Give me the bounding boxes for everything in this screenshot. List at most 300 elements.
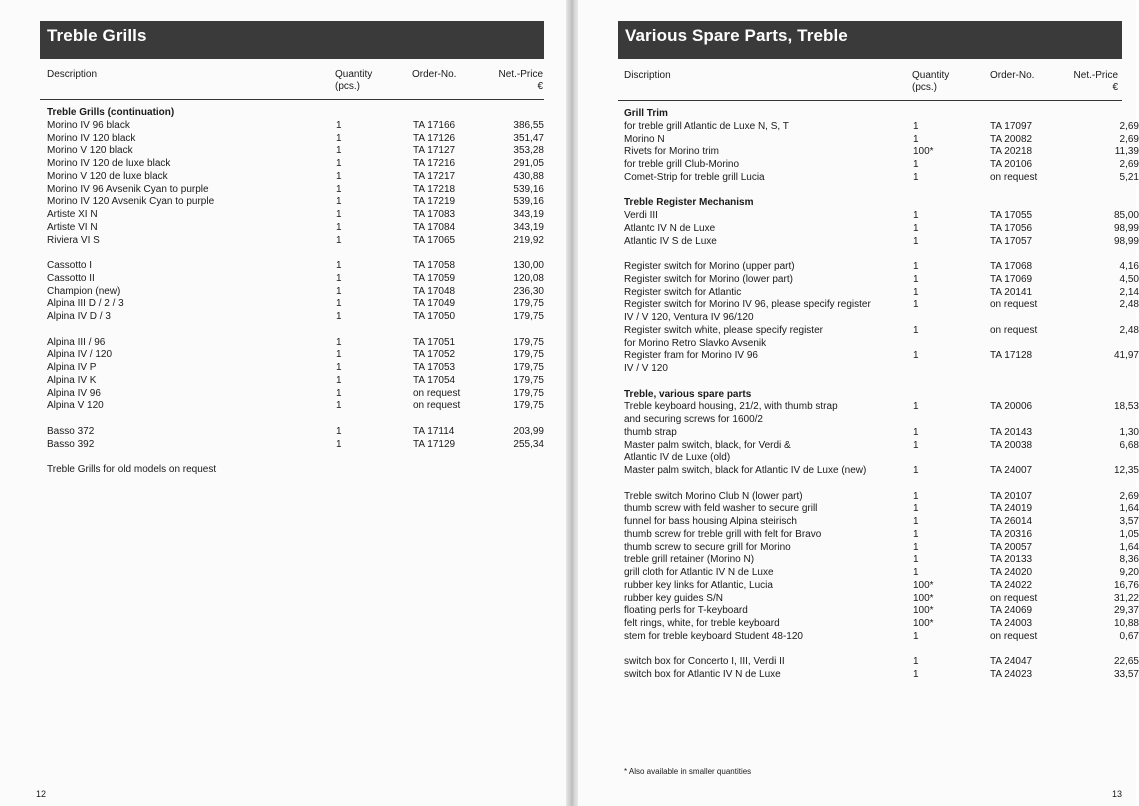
table-row	[624, 133, 1139, 146]
item-price: 12,35	[1113, 465, 1139, 476]
item-order-number: on request	[990, 630, 1038, 642]
table-row	[624, 630, 1139, 643]
table-row	[624, 222, 1139, 235]
right-banner-title: Various Spare Parts, Treble	[618, 21, 1122, 59]
item-description: funnel for bass housing Alpina steirisch	[624, 516, 797, 527]
item-order-number: TA 17083	[413, 209, 456, 220]
table-row	[624, 413, 1139, 426]
item-price: 179,75	[513, 362, 544, 373]
item-order-number: on request	[413, 387, 461, 399]
item-order-number: TA 17218	[413, 183, 456, 195]
item-quantity: 1	[336, 196, 342, 208]
item-quantity: 1	[913, 541, 919, 553]
item-description: rubber key guides S/N	[624, 592, 723, 604]
item-description: Artiste VI N	[47, 221, 98, 233]
item-description: Verdi III	[624, 210, 658, 221]
table-row	[624, 324, 1139, 337]
item-quantity: 1	[913, 490, 919, 502]
table-row	[624, 209, 1139, 222]
item-order-number: TA 20141	[990, 286, 1033, 298]
item-quantity: 1	[336, 183, 342, 195]
item-description: Morino V 120 black	[47, 145, 133, 157]
item-order-number: TA 17054	[413, 374, 456, 386]
item-description: Alpina IV P	[47, 362, 97, 373]
table-row	[624, 528, 1139, 541]
item-order-number: TA 17056	[990, 222, 1033, 234]
item-quantity: 1	[913, 273, 919, 285]
item-description: Cassotto II	[47, 272, 95, 284]
item-description: stem for treble keyboard Student 48-120	[624, 630, 803, 642]
item-price: 16,76	[1113, 579, 1139, 591]
table-row	[47, 259, 544, 272]
item-price: 130,00	[513, 260, 544, 271]
table-row	[624, 298, 1139, 311]
item-price: 430,88	[513, 170, 544, 182]
item-price: 179,75	[513, 374, 544, 386]
item-description: Champion (new)	[47, 285, 121, 297]
item-price: 31,22	[1113, 592, 1139, 604]
item-order-number: TA 20106	[990, 159, 1033, 170]
item-description: Alpina III D / 2 / 3	[47, 298, 124, 310]
table-row	[47, 438, 544, 451]
item-description: Register switch for Morino (lower part)	[624, 273, 793, 285]
table-row	[624, 337, 1139, 350]
item-order-number: TA 17084	[413, 221, 456, 233]
table-row	[47, 387, 544, 400]
item-quantity: 1	[336, 145, 342, 157]
item-description: grill cloth for Atlantic IV N de Luxe	[624, 567, 774, 578]
item-quantity: 1	[336, 170, 342, 182]
item-description: Atlantic IV de Luxe (old)	[624, 452, 731, 464]
item-description: for treble grill Club-Morino	[624, 159, 740, 170]
item-quantity: 1	[913, 669, 919, 680]
left-header-price: Net.-Price	[498, 69, 543, 80]
table-row	[47, 336, 544, 349]
table-row	[47, 170, 544, 183]
item-description: Morino IV 96 Avsenik Cyan to purple	[47, 183, 209, 195]
item-quantity: 1	[913, 299, 919, 311]
item-quantity: 1	[336, 336, 342, 348]
table-row	[47, 195, 544, 208]
item-price: 2,69	[1119, 120, 1139, 132]
table-row	[47, 348, 544, 361]
item-description: Alpina IV 96	[47, 387, 101, 399]
item-description: Treble, various spare parts	[624, 388, 752, 400]
item-description: Cassotto I	[47, 260, 93, 271]
item-price: 179,75	[513, 349, 544, 361]
item-description: Grill Trim	[624, 108, 668, 119]
item-price: 2,69	[1119, 133, 1139, 145]
item-quantity: 1	[336, 132, 342, 144]
table-row	[624, 668, 1139, 681]
table-row	[47, 132, 544, 145]
table-row	[624, 464, 1139, 477]
item-order-number: TA 24019	[990, 503, 1033, 515]
item-price: 255,34	[513, 438, 544, 450]
item-order-number: TA 24023	[990, 669, 1033, 680]
item-order-number: TA 24022	[990, 579, 1033, 591]
item-description: Treble Register Mechanism	[624, 197, 754, 209]
item-quantity: 1	[913, 210, 919, 221]
item-order-number: TA 17129	[413, 438, 456, 450]
item-price: 10,88	[1113, 618, 1139, 629]
item-description: Atlantic IV S de Luxe	[624, 235, 717, 247]
left-page	[0, 0, 568, 806]
item-order-number: TA 20082	[990, 133, 1033, 145]
item-order-number: TA 20057	[990, 541, 1033, 553]
table-row	[624, 439, 1139, 452]
right-header-price: Net.-Price	[1073, 70, 1118, 81]
item-order-number: TA 20038	[990, 439, 1033, 451]
item-description: Alpina IV / 120	[47, 349, 113, 361]
item-order-number: on request	[413, 400, 461, 412]
item-price: 539,16	[513, 196, 544, 208]
item-price: 1,05	[1119, 528, 1139, 540]
item-description: Artiste XI N	[47, 209, 98, 220]
item-order-number: on request	[990, 299, 1038, 311]
item-price: 219,92	[513, 234, 544, 246]
item-order-number: TA 17166	[413, 119, 456, 131]
item-price: 4,50	[1119, 273, 1139, 285]
table-row	[47, 297, 544, 310]
item-price: 29,37	[1113, 605, 1139, 617]
item-order-number: TA 17050	[413, 311, 456, 322]
table-row	[624, 451, 1139, 464]
item-description: Alpina IV D / 3	[47, 311, 111, 322]
item-quantity: 1	[336, 158, 342, 169]
item-price: 343,19	[513, 221, 544, 233]
item-order-number: TA 24069	[990, 605, 1033, 617]
item-description: Treble Grills (continuation)	[47, 107, 175, 118]
item-quantity: 1	[336, 425, 342, 437]
item-order-number: TA 17128	[990, 350, 1033, 362]
item-order-number: TA 17217	[413, 170, 456, 182]
item-description: floating perls for T-keyboard	[624, 605, 748, 617]
item-quantity: 1	[336, 260, 342, 271]
right-header-rule	[618, 100, 1122, 101]
item-quantity: 1	[913, 439, 919, 451]
item-order-number: on request	[990, 592, 1038, 604]
item-order-number: TA 17068	[990, 261, 1033, 272]
table-row	[624, 120, 1139, 133]
table-row	[47, 285, 544, 298]
item-order-number: TA 17048	[413, 285, 456, 297]
left-header-order: Order-No.	[412, 69, 457, 80]
table-row	[624, 566, 1139, 579]
item-quantity: 1	[913, 426, 919, 438]
item-description: Alpina III / 96	[47, 336, 106, 348]
item-quantity: 1	[336, 285, 342, 297]
item-description: Register switch for Morino (upper part)	[624, 261, 795, 272]
item-price: 9,20	[1119, 567, 1139, 578]
item-quantity: 1	[913, 350, 919, 362]
table-row	[624, 655, 1139, 668]
item-order-number: TA 20316	[990, 528, 1033, 540]
item-order-number: TA 17097	[990, 120, 1033, 132]
table-row	[624, 502, 1139, 515]
item-order-number: TA 20218	[990, 146, 1033, 158]
item-order-number: TA 17058	[413, 260, 456, 271]
item-quantity: 1	[336, 362, 342, 373]
item-price: 18,53	[1113, 401, 1139, 413]
item-quantity: 1	[336, 438, 342, 450]
item-quantity: 1	[913, 465, 919, 476]
item-description: for Morino Retro Slavko Avsenik	[624, 337, 767, 349]
item-description: Treble keyboard housing, 21/2, with thumb strap	[624, 401, 838, 413]
item-order-number: TA 17049	[413, 298, 456, 310]
item-price: 22,65	[1113, 656, 1139, 668]
item-price: 1,64	[1119, 541, 1139, 553]
right-header-quantity: Quantity	[912, 70, 950, 81]
item-price: 291,05	[513, 158, 544, 169]
item-order-number: TA 26014	[990, 516, 1033, 527]
right-footnote: * Also available in smaller quantities	[624, 767, 752, 776]
item-order-number: TA 24047	[990, 656, 1033, 668]
table-row	[47, 157, 544, 170]
right-header-order: Order-No.	[990, 70, 1035, 81]
item-price: 11,39	[1114, 146, 1139, 158]
item-order-number: TA 17114	[413, 425, 455, 437]
item-quantity: 100*	[913, 146, 934, 158]
item-description: thumb screw with feld washer to secure grill	[624, 503, 818, 515]
item-order-number: TA 17219	[413, 196, 456, 208]
item-description: Register switch for Atlantic	[624, 286, 742, 298]
item-order-number: TA 20143	[990, 426, 1033, 438]
item-order-number: TA 20006	[990, 401, 1033, 413]
item-price: 3,57	[1119, 516, 1139, 527]
item-quantity: 1	[336, 349, 342, 361]
table-row	[47, 272, 544, 285]
item-order-number: TA 17069	[990, 273, 1033, 285]
table-row	[47, 221, 544, 234]
item-order-number: on request	[990, 171, 1038, 183]
table-row	[624, 260, 1139, 273]
right-header-quantity-unit: (pcs.)	[912, 82, 937, 93]
item-description: treble grill retainer (Morino N)	[624, 554, 755, 566]
item-description: Treble switch Morino Club N (lower part)	[624, 490, 803, 502]
item-order-number: TA 17059	[413, 272, 456, 284]
item-quantity: 1	[913, 656, 919, 668]
item-quantity: 1	[336, 272, 342, 284]
item-quantity: 1	[913, 401, 919, 413]
item-quantity: 1	[336, 374, 342, 386]
table-row	[624, 541, 1139, 554]
table-row	[624, 579, 1139, 592]
table-row	[47, 399, 544, 412]
item-quantity: 1	[913, 567, 919, 578]
table-row	[47, 183, 544, 196]
item-price: 98,99	[1113, 235, 1139, 247]
left-header-currency: €	[537, 81, 543, 92]
item-quantity: 1	[336, 209, 342, 220]
item-quantity: 1	[913, 503, 919, 515]
item-price: 5,21	[1119, 171, 1139, 183]
table-row	[624, 362, 1139, 375]
item-order-number: TA 17057	[990, 235, 1033, 247]
table-row	[624, 349, 1139, 362]
item-quantity: 1	[913, 630, 919, 642]
item-order-number: TA 24003	[990, 618, 1033, 629]
item-price: 179,75	[513, 387, 544, 399]
item-quantity: 1	[913, 159, 919, 170]
item-order-number: TA 17126	[413, 132, 456, 144]
item-description: Rivets for Morino trim	[624, 146, 720, 158]
item-description: Atlantc IV N de Luxe	[624, 222, 716, 234]
item-quantity: 1	[913, 286, 919, 298]
item-description: Morino IV 120 de luxe black	[47, 158, 171, 169]
item-quantity: 1	[913, 133, 919, 145]
item-price: 386,55	[513, 119, 544, 131]
item-price: 179,75	[513, 311, 544, 322]
table-row	[47, 463, 544, 476]
item-order-number: TA 17065	[413, 234, 456, 246]
table-row	[624, 286, 1139, 299]
item-price: 98,99	[1113, 222, 1139, 234]
table-row	[47, 144, 544, 157]
item-order-number: TA 17127	[413, 145, 456, 157]
left-header-description: Description	[47, 69, 98, 80]
item-price: 4,16	[1119, 261, 1139, 272]
left-header-quantity: Quantity	[335, 69, 373, 80]
item-price: 179,75	[513, 298, 544, 310]
item-quantity: 1	[336, 298, 342, 310]
table-row	[624, 515, 1139, 528]
item-order-number: TA 17216	[413, 158, 456, 169]
item-description: thumb screw for treble grill with felt for Bravo	[624, 528, 822, 540]
item-price: 343,19	[513, 209, 544, 220]
item-quantity: 1	[336, 387, 342, 399]
item-description: Comet-Strip for treble grill Lucia	[624, 171, 765, 183]
item-quantity: 100*	[913, 592, 934, 604]
item-order-number: TA 24020	[990, 567, 1033, 578]
item-description: Alpina IV K	[47, 374, 97, 386]
item-description: switch box for Concerto I, III, Verdi II	[624, 656, 785, 668]
item-description: Morino N	[624, 133, 665, 145]
left-header-rule	[40, 99, 544, 100]
table-row	[624, 273, 1139, 286]
item-order-number: TA 17051	[413, 336, 456, 348]
item-description: IV / V 120	[624, 363, 668, 374]
item-order-number: TA 17055	[990, 210, 1033, 221]
section-heading	[624, 388, 1139, 401]
table-row	[624, 592, 1139, 605]
item-price: 2,69	[1119, 490, 1139, 502]
item-price: 179,75	[513, 400, 544, 412]
item-price: 0,67	[1119, 630, 1139, 642]
table-row	[624, 400, 1139, 413]
item-quantity: 1	[913, 516, 919, 527]
section-heading	[47, 106, 544, 119]
table-row	[624, 158, 1139, 171]
item-description: switch box for Atlantic IV N de Luxe	[624, 669, 781, 680]
item-description: Register fram for Morino IV 96	[624, 350, 758, 362]
item-description: Morino IV 120 Avsenik Cyan to purple	[47, 196, 215, 208]
item-description: Morino IV 120 black	[47, 132, 136, 144]
item-description: felt rings, white, for treble keyboard	[624, 618, 780, 629]
item-description: Treble Grills for old models on request	[47, 464, 217, 475]
item-quantity: 100*	[913, 618, 934, 629]
right-header-description: Discription	[624, 70, 671, 81]
item-description: Register switch white, please specify register	[624, 324, 823, 336]
table-row	[624, 145, 1139, 158]
item-description: Basso 392	[47, 438, 95, 450]
item-description: Master palm switch, black for Atlantic IV de Luxe (new)	[624, 465, 867, 476]
item-price: 2,48	[1119, 324, 1139, 336]
item-quantity: 100*	[913, 605, 934, 617]
item-order-number: TA 17052	[413, 349, 456, 361]
item-price: 2,14	[1119, 286, 1139, 298]
item-description: thumb screw to secure grill for Morino	[624, 541, 791, 553]
item-price: 2,48	[1119, 299, 1139, 311]
item-description: Basso 372	[47, 425, 95, 437]
section-heading	[624, 196, 1139, 209]
item-description: rubber key links for Atlantic, Lucia	[624, 579, 773, 591]
item-quantity: 1	[336, 119, 342, 131]
item-quantity: 1	[913, 222, 919, 234]
table-row	[47, 361, 544, 374]
table-row	[624, 490, 1139, 503]
item-description: IV / V 120, Ventura IV 96/120	[624, 312, 754, 323]
item-order-number: TA 20133	[990, 554, 1033, 566]
item-quantity: 1	[913, 235, 919, 247]
item-price: 120,08	[513, 272, 544, 284]
left-header-quantity-unit: (pcs.)	[335, 81, 360, 92]
table-row	[47, 425, 544, 438]
table-row	[624, 235, 1139, 248]
table-row	[47, 310, 544, 323]
item-description: Morino IV 96 black	[47, 119, 130, 131]
item-price: 8,36	[1119, 554, 1139, 566]
right-page-number: 13	[1112, 789, 1123, 799]
table-row	[624, 171, 1139, 184]
item-quantity: 1	[913, 324, 919, 336]
item-quantity: 1	[913, 528, 919, 540]
table-row	[47, 234, 544, 247]
item-order-number: TA 24007	[990, 465, 1033, 476]
right-page	[578, 0, 1139, 806]
item-quantity: 1	[336, 311, 342, 322]
item-description: thumb strap	[624, 426, 677, 438]
table-row	[47, 374, 544, 387]
table-row	[624, 604, 1139, 617]
item-quantity: 1	[336, 400, 342, 412]
item-description: Register switch for Morino IV 96, please specify register	[624, 299, 871, 311]
section-heading	[624, 107, 1139, 120]
table-row	[624, 426, 1139, 439]
table-row	[624, 553, 1139, 566]
item-price: 2,69	[1119, 159, 1139, 170]
item-price: 41,97	[1113, 350, 1139, 362]
item-description: and securing screws for 1600/2	[624, 414, 763, 425]
item-quantity: 1	[913, 120, 919, 132]
item-price: 351,47	[513, 132, 544, 144]
item-price: 236,30	[513, 285, 544, 297]
item-description: Riviera VI S	[47, 234, 100, 246]
table-row	[624, 617, 1139, 630]
table-row	[624, 311, 1139, 324]
item-quantity: 1	[336, 221, 342, 233]
item-description: Alpina V 120	[47, 400, 104, 412]
item-description: Morino V 120 de luxe black	[47, 170, 168, 182]
item-price: 539,16	[513, 183, 544, 195]
left-banner-title: Treble Grills	[40, 21, 544, 59]
item-price: 1,30	[1119, 426, 1139, 438]
item-price: 353,28	[513, 145, 544, 157]
item-order-number: TA 17053	[413, 362, 456, 373]
item-price: 85,00	[1113, 210, 1139, 221]
left-page-number: 12	[36, 789, 47, 799]
item-quantity: 1	[913, 554, 919, 566]
